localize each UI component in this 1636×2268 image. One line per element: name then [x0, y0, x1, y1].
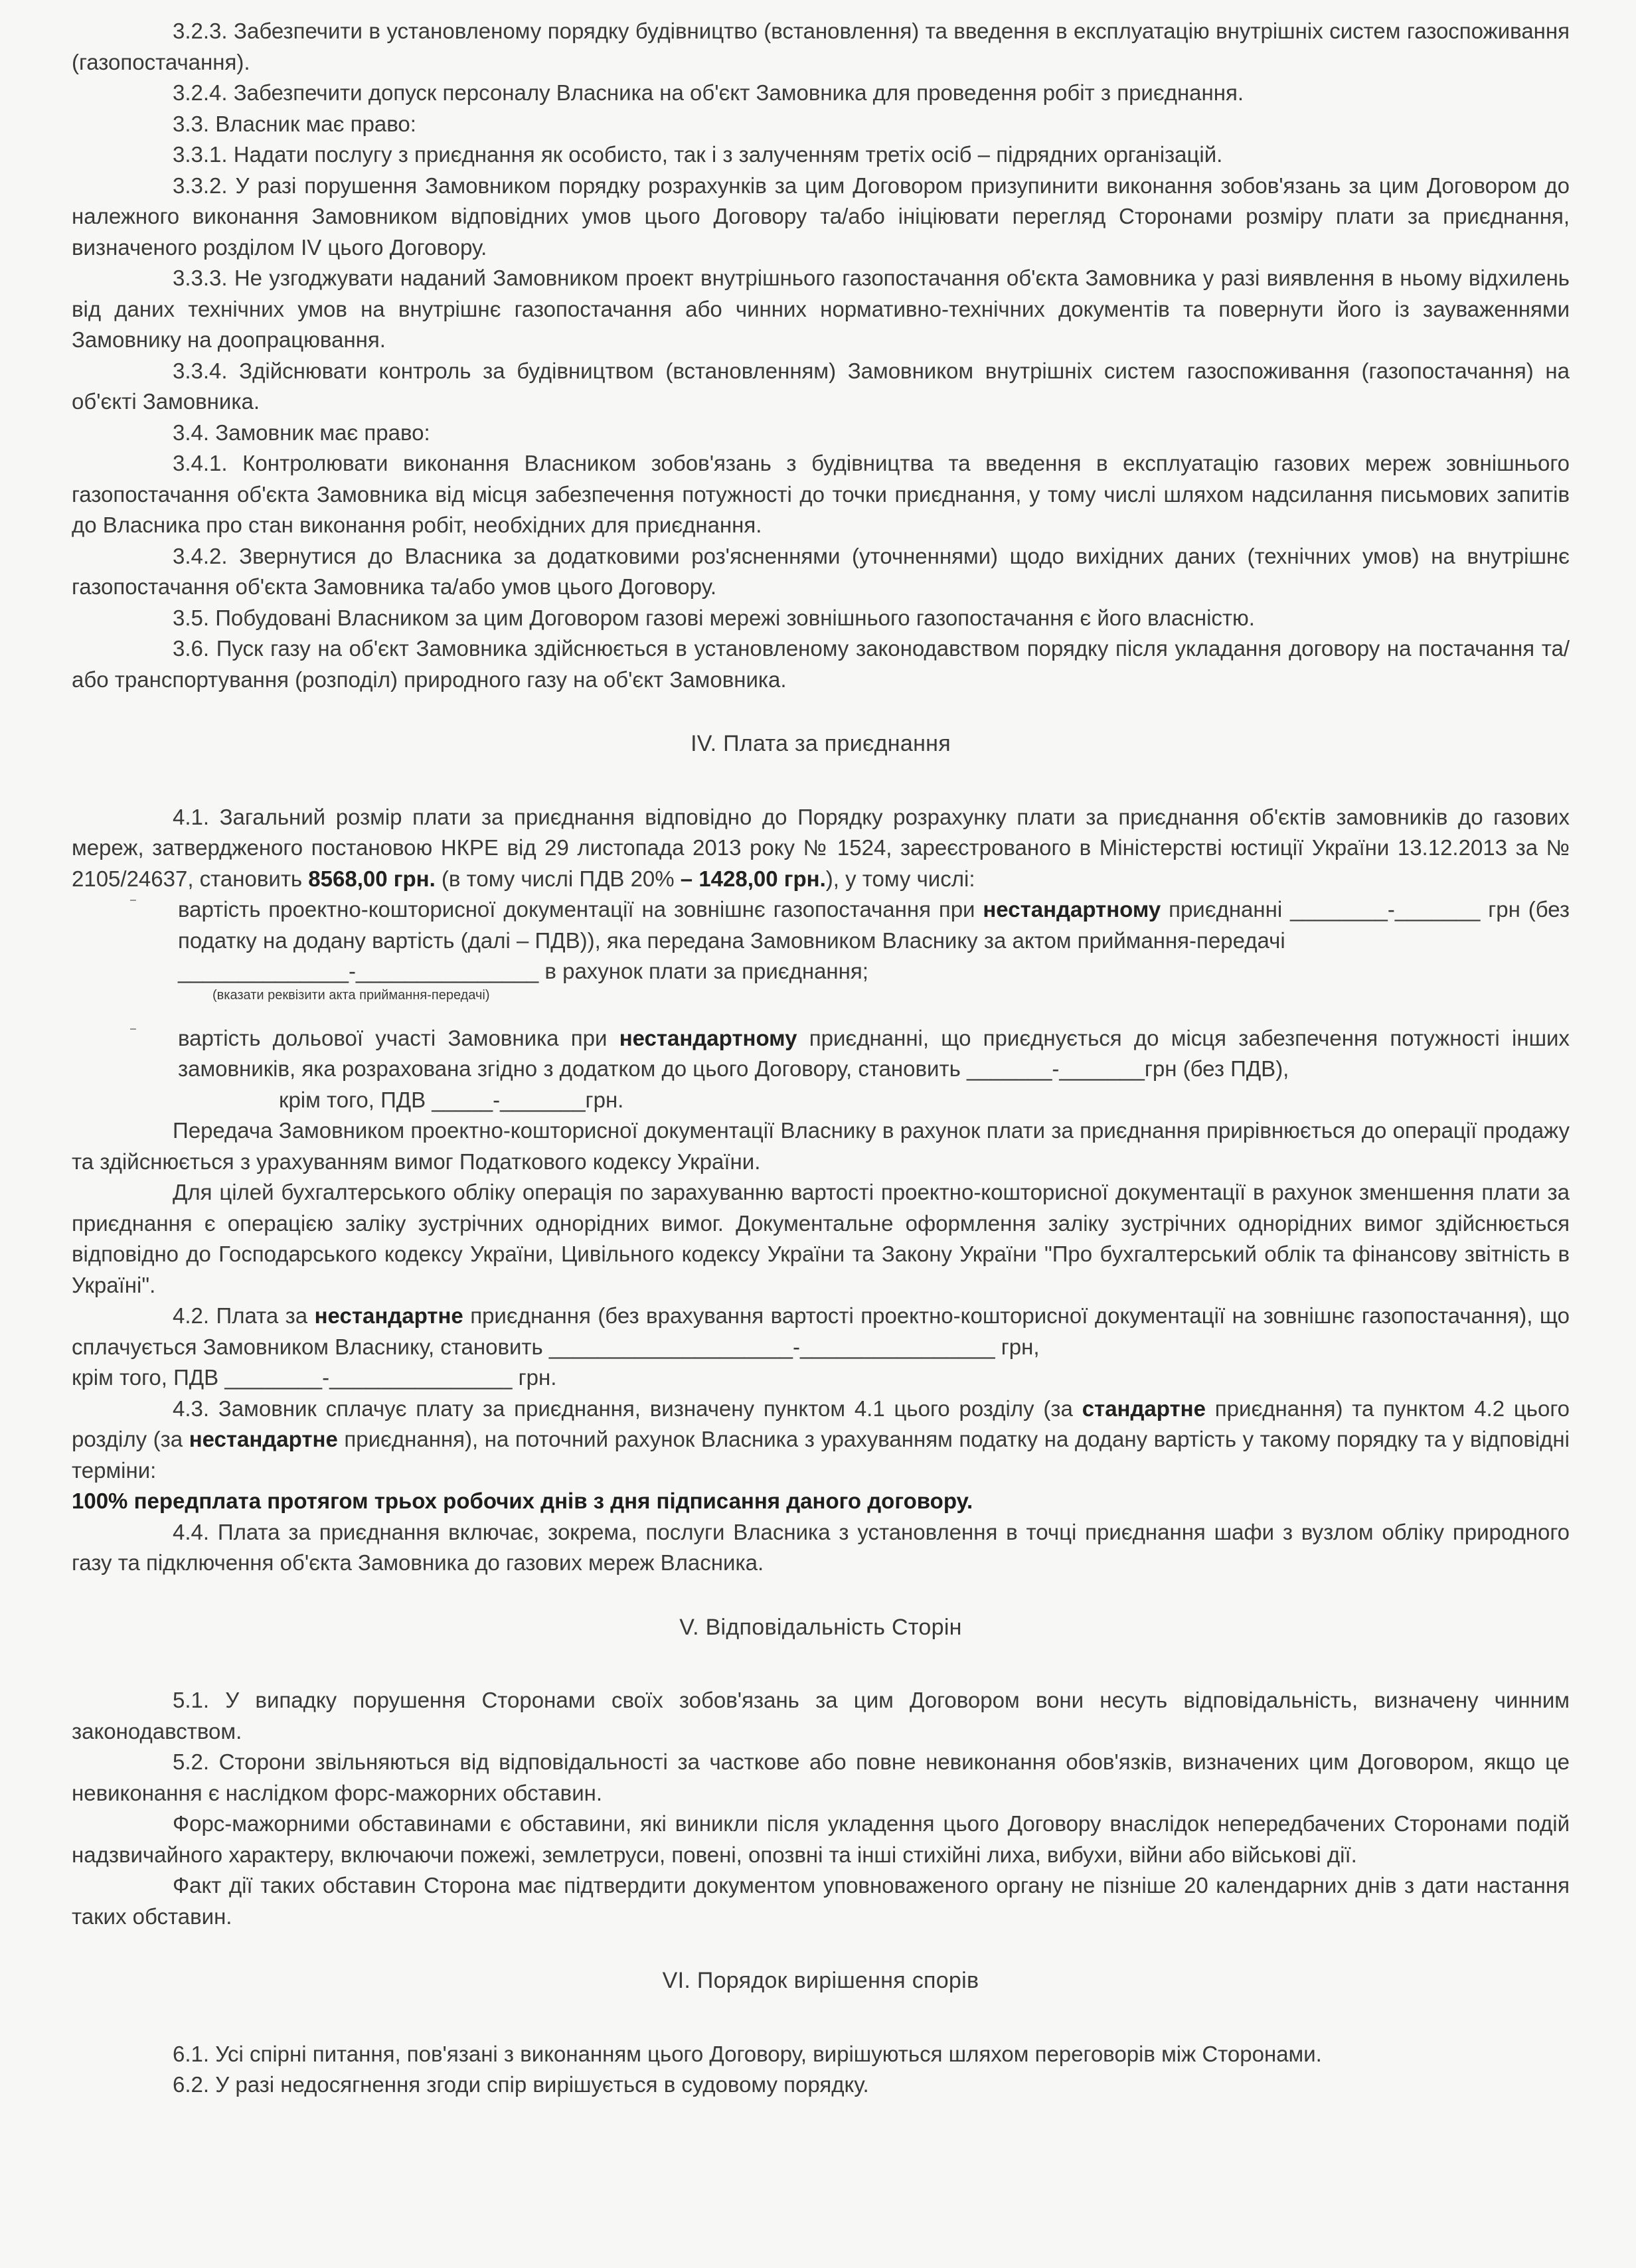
dash-item-share	[72, 1023, 1570, 1085]
clause-3-3-3: 3.3.3. Не узгоджувати наданий Замовником проект внутрішнього газопостачання об'єкта Замовника у разі виявлення в ньому відхилень від даних технічних умов на внутрішнє газопостачання або чинних нормативно-технічних документів та повернути його із зауваженнями Замовнику на доопрацювання.	[72, 266, 1570, 352]
total-fee: 8568,00 грн.	[308, 866, 436, 891]
document-page	[72, 16, 1570, 2101]
dash-item-1-fill: ______________-_______________ в рахунок плати за приєднання;	[178, 959, 868, 983]
dash-mark: –	[130, 894, 136, 906]
clause-4-3-a: 4.3. Замовник сплачує плату за приєднання, визначену пунктом 4.1 цього розділу (за	[173, 1396, 1082, 1421]
section-6-heading: VI. Порядок вирішення спорів	[662, 1968, 979, 1993]
act-requisites-note: (вказати реквізити акта приймання-передачі)	[212, 987, 490, 1003]
clause-4-1-text-a: 4.1. Загальний розмір плати за приєднання відповідно до Порядку розрахунку плати за приєднання об'єктів замовників до газових мереж, затвердженого постановою НКРЕ від 29 листопада 2013 року № 1524, зареєстрованого в Міністерстві юстиції України 13.12.2013 за № 2105/24637, становить	[72, 804, 1570, 891]
dash-item-2-vat: крім того, ПДВ _____-_______грн.	[279, 1087, 624, 1112]
dash-mark: –	[130, 1022, 136, 1034]
dash-item-2-a: вартість дольової участі Замовника при	[178, 1025, 619, 1050]
transfer-paragraph: Передача Замовником проектно-кошторисної документації Власнику в рахунок плати за приєднання прирівнюється до операції продажу та здійснюється з урахуванням вимог Податкового кодексу України.	[72, 1118, 1570, 1174]
dash-item-design-docs	[72, 894, 1570, 987]
clause-3-2-4: 3.2.4. Забезпечити допуск персоналу Власника на об'єкт Замовника для проведення робіт з приєднання.	[173, 80, 1244, 105]
nonstandard-bold-2: нестандартному	[619, 1025, 797, 1050]
clause-4-1-text-b: (в тому числі ПДВ 20%	[435, 866, 681, 891]
clause-3-4-2: 3.4.2. Звернутися до Власника за додатковими роз'ясненнями (уточненнями) щодо вихідних даних (технічних умов) на внутрішнє газопостачання об'єкта Замовника та/або умов цього Договору.	[72, 543, 1570, 599]
clause-4-1-text-c: ), у тому числі:	[825, 866, 975, 891]
force-majeure-proof: Факт дії таких обставин Сторона має підтвердити документом уповноваженого органу не пізніше 20 календарних днів з дати настання таких обставин.	[72, 1873, 1570, 1929]
dash-item-1-text	[178, 894, 1570, 956]
dash-item-1-b: приєднанні ________-_______ грн (без податку на додану вартість (далі – ПДВ)), яка передана Замовником Власнику за актом приймання-передачі	[178, 897, 1570, 953]
dash-item-2-text	[178, 1023, 1570, 1085]
clause-4-2-b: приєднання (без врахування вартості проектно-кошторисної документації на зовнішнє газопостачання), що сплачується Замовником Власнику, становить ____________________-________________ грн,	[72, 1303, 1570, 1359]
clause-3-4-1: 3.4.1. Контролювати виконання Власником зобов'язань з будівництва та введення в експлуатацію газових мереж зовнішнього газопостачання об'єкта Замовника від місця забезпечення потужності до точки приєднання, у тому числі шляхом надсилання письмових запитів до Власника про стан виконання робіт, необхідних для приєднання.	[72, 451, 1570, 537]
clause-4-4: 4.4. Плата за приєднання включає, зокрема, послуги Власника з установлення в точці приєднання шафи з вузлом обліку природного газу та підключення об'єкта Замовника до газових мереж Власника.	[72, 1519, 1570, 1575]
clause-3-6: 3.6. Пуск газу на об'єкт Замовника здійснюється в установленому законодавством порядку після укладання договору на постачання та/або транспортування (розподіл) природного газу на об'єкт Замовника.	[72, 636, 1570, 692]
clause-4-3-c: приєднання), на поточний рахунок Власника з урахуванням податку на додану вартість у такому порядку та у відповідні терміни:	[72, 1427, 1570, 1483]
accounting-paragraph: Для цілей бухгалтерського обліку операція по зарахуванню вартості проектно-кошторисної документації в рахунок зменшення плати за приєднання є операцією заліку зустрічних однорідних вимог. Документальне оформлення заліку зустрічних однорідних вимог здійснюється відповідно до Господарського кодексу України, Цивільного кодексу України та Закону України "Про бухгалтерський облік та фінансову звітність в Україні".	[72, 1180, 1570, 1297]
clause-5-2: 5.2. Сторони звільняються від відповідальності за часткове або повне невиконання обов'язків, визначених цим Договором, якщо це невиконання є наслідком форс-мажорних обставин.	[72, 1749, 1570, 1805]
section-4-heading: IV. Плата за приєднання	[691, 731, 951, 756]
clause-6-2: 6.2. У разі недосягнення згоди спір вирішується в судовому порядку.	[173, 2072, 869, 2097]
clause-3-3-1: 3.3.1. Надати послугу з приєднання як особисто, так і з залученням третіх осіб – підрядних організацій.	[173, 142, 1223, 167]
clause-4-2-a: 4.2. Плата за	[173, 1303, 315, 1328]
clause-3-3-4: 3.3.4. Здійснювати контроль за будівництвом (встановленням) Замовником внутрішніх систем газоспоживання (газопостачання) на об'єкті Замовника.	[72, 358, 1570, 414]
clause-6-1: 6.1. Усі спірні питання, пов'язані з виконанням цього Договору, вирішуються шляхом переговорів між Сторонами.	[173, 2041, 1322, 2066]
vat-amount: – 1428,00 грн.	[680, 866, 826, 891]
standard-bold: стандартне	[1082, 1396, 1206, 1421]
nonstandard-bold-4: нестандартне	[189, 1427, 338, 1451]
clause-3-2-3: 3.2.3. Забезпечити в установленому порядку будівництво (встановлення) та введення в експлуатацію внутрішніх систем газоспоживання (газопостачання).	[72, 19, 1570, 74]
force-majeure-definition: Форс-мажорними обставинами є обставини, які виникли після укладення цього Договору внаслідок непередбачених Сторонами подій надзвичайного характеру, включаючи пожежі, землетруси, повені, опозвні та інші стихійні лиха, вибухи, війни або військові дії.	[72, 1811, 1570, 1867]
prepayment-terms: 100% передплата протягом трьох робочих днів з дня підписання даного договору.	[72, 1489, 973, 1513]
clause-5-1: 5.1. У випадку порушення Сторонами своїх зобов'язань за цим Договором вони несуть відповідальність, визначену чинним законодавством.	[72, 1688, 1570, 1743]
nonstandard-bold-1: нестандартному	[983, 897, 1161, 922]
clause-3-3: 3.3. Власник має право:	[173, 111, 416, 136]
clause-3-3-2: 3.3.2. У разі порушення Замовником порядку розрахунків за цим Договором призупинити виконання зобов'язань за цим Договором до належного виконання Замовником відповідних умов цього Договору та/або ініціювати перегляд Сторонами розміру плати за приєднання, визначеного розділом IV цього Договору.	[72, 173, 1570, 260]
nonstandard-bold-3: нестандартне	[314, 1303, 463, 1328]
dash-item-1-a: вартість проектно-кошторисної документації на зовнішнє газопостачання при	[178, 897, 983, 922]
dash-item-2-b: приєднанні, що приєднується до місця забезпечення потужності інших замовників, яка розрахована згідно з додатком до цього Договору, становить _______-_______грн (без ПДВ),	[178, 1025, 1570, 1081]
clause-4-2-vat: крім того, ПДВ ________-_______________ грн.	[72, 1365, 557, 1390]
clause-4-2	[72, 1301, 1570, 1362]
clause-3-4: 3.4. Замовник має право:	[173, 420, 430, 445]
clause-4-3-b: приєднання) та пунктом 4.2 цього розділу (за	[72, 1396, 1570, 1451]
clause-3-5: 3.5. Побудовані Власником за цим Договором газові мережі зовнішнього газопостачання є його власністю.	[173, 605, 1255, 630]
clause-4-1	[72, 802, 1570, 895]
clause-4-3	[72, 1394, 1570, 1487]
section-5-heading: V. Відповідальність Сторін	[679, 1614, 962, 1640]
